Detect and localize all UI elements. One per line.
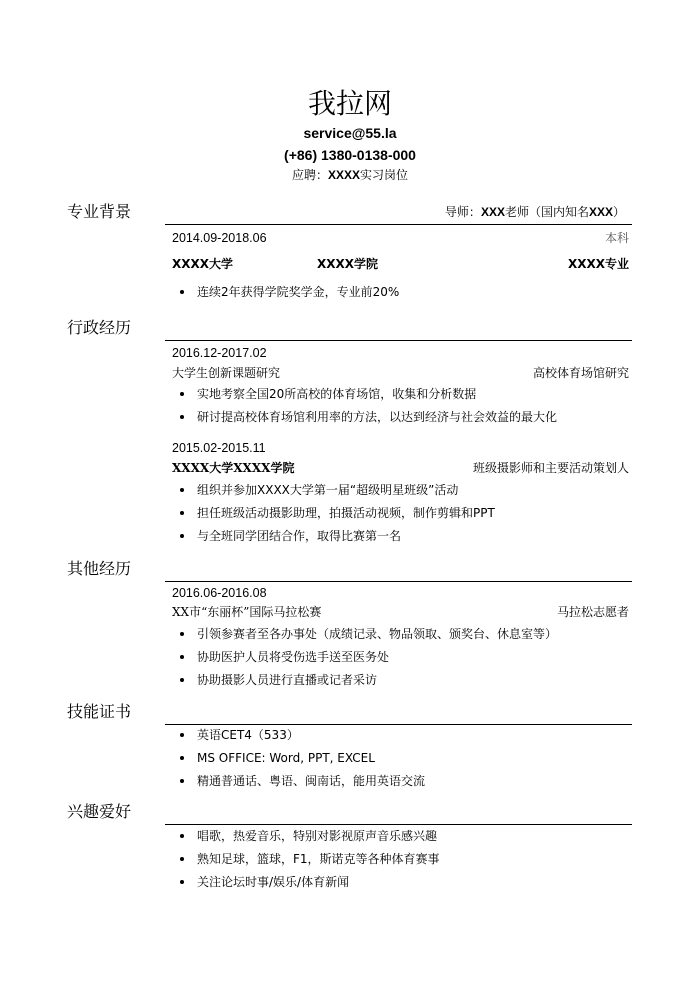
section-title: 其他经历: [67, 559, 132, 578]
applied-position: 应聘：XXXX实习岗位: [291, 168, 409, 182]
list-item: 协助摄影人员进行直播或记者采访: [180, 672, 630, 695]
list-item: 与全班同学团结合作，取得比赛第一名: [180, 528, 630, 551]
education-period: 2014.09-2018.06: [172, 231, 267, 245]
skills-bullets: [180, 727, 630, 796]
entry-role: 班级摄影师和主要活动策划人: [472, 461, 629, 475]
resume-header: [0, 86, 700, 184]
education-major: XXXX专业: [567, 257, 629, 271]
list-item: 担任班级活动摄影助理，拍摄活动视频，制作剪辑和PPT: [180, 505, 630, 528]
education-bullets: [180, 284, 630, 307]
hobbies-bullets: [180, 828, 630, 897]
list-item: 引领参赛者至各办事处（成绩记录、物品领取、颁奖台、休息室等）: [180, 626, 630, 649]
list-item: 协助医护人员将受伤选手送至医务处: [180, 649, 630, 672]
list-item: 英语CET4（533）: [180, 727, 630, 750]
candidate-name: 我拉网: [307, 87, 392, 120]
education-college: XXXX学院: [317, 257, 379, 271]
candidate-email: service@55.la: [303, 125, 397, 141]
section-title: 专业背景: [67, 202, 132, 221]
section-divider: [165, 340, 632, 341]
list-item: 熟知足球，篮球，F1，斯诺克等各种体育赛事: [180, 851, 630, 874]
section-title: 兴趣爱好: [67, 802, 132, 821]
education-university: XXXX大学: [172, 257, 234, 271]
advisor-note: 导师：XXX老师（国内知名XXX）: [444, 205, 625, 219]
entry-role: 马拉松志愿者: [556, 605, 629, 619]
list-item: 实地考察全国20所高校的体育场馆，收集和分析数据: [180, 386, 630, 409]
list-item: MS OFFICE: Word, PPT, EXCEL: [180, 750, 630, 773]
admin-entry-1-bullets: [180, 386, 630, 432]
list-item: 组织并参加XXXX大学第一届“超级明星班级”活动: [180, 482, 630, 505]
section-divider: [165, 724, 632, 725]
education-degree: 本科: [604, 231, 629, 245]
list-item: 连续2年获得学院奖学金，专业前20%: [180, 284, 630, 307]
entry-role: 高校体育场馆研究: [532, 366, 629, 380]
other-bullets: [180, 626, 630, 695]
entry-org: XXXX大学XXXX学院: [172, 461, 295, 475]
admin-entry-2-bullets: [180, 482, 630, 551]
section-divider: [165, 581, 632, 582]
entry-period: 2016.06-2016.08: [172, 586, 267, 600]
candidate-phone: (+86) 1380-0138-000: [284, 147, 416, 163]
entry-org: 大学生创新课题研究: [172, 366, 281, 380]
list-item: 关注论坛时事/娱乐/体育新闻: [180, 874, 630, 897]
entry-org: XX市“东丽杯”国际马拉松赛: [172, 605, 322, 619]
list-item: 唱歌，热爱音乐，特别对影视原声音乐感兴趣: [180, 828, 630, 851]
section-title: 行政经历: [67, 318, 132, 337]
entry-period: 2016.12-2017.02: [172, 346, 267, 360]
list-item: 研讨提高校体育场馆利用率的方法，以达到经济与社会效益的最大化: [180, 409, 630, 432]
section-title: 技能证书: [67, 702, 132, 721]
list-item: 精通普通话、粤语、闽南话，能用英语交流: [180, 773, 630, 796]
entry-period: 2015.02-2015.11: [172, 441, 266, 455]
section-divider: [165, 824, 632, 825]
section-divider: [165, 224, 632, 225]
